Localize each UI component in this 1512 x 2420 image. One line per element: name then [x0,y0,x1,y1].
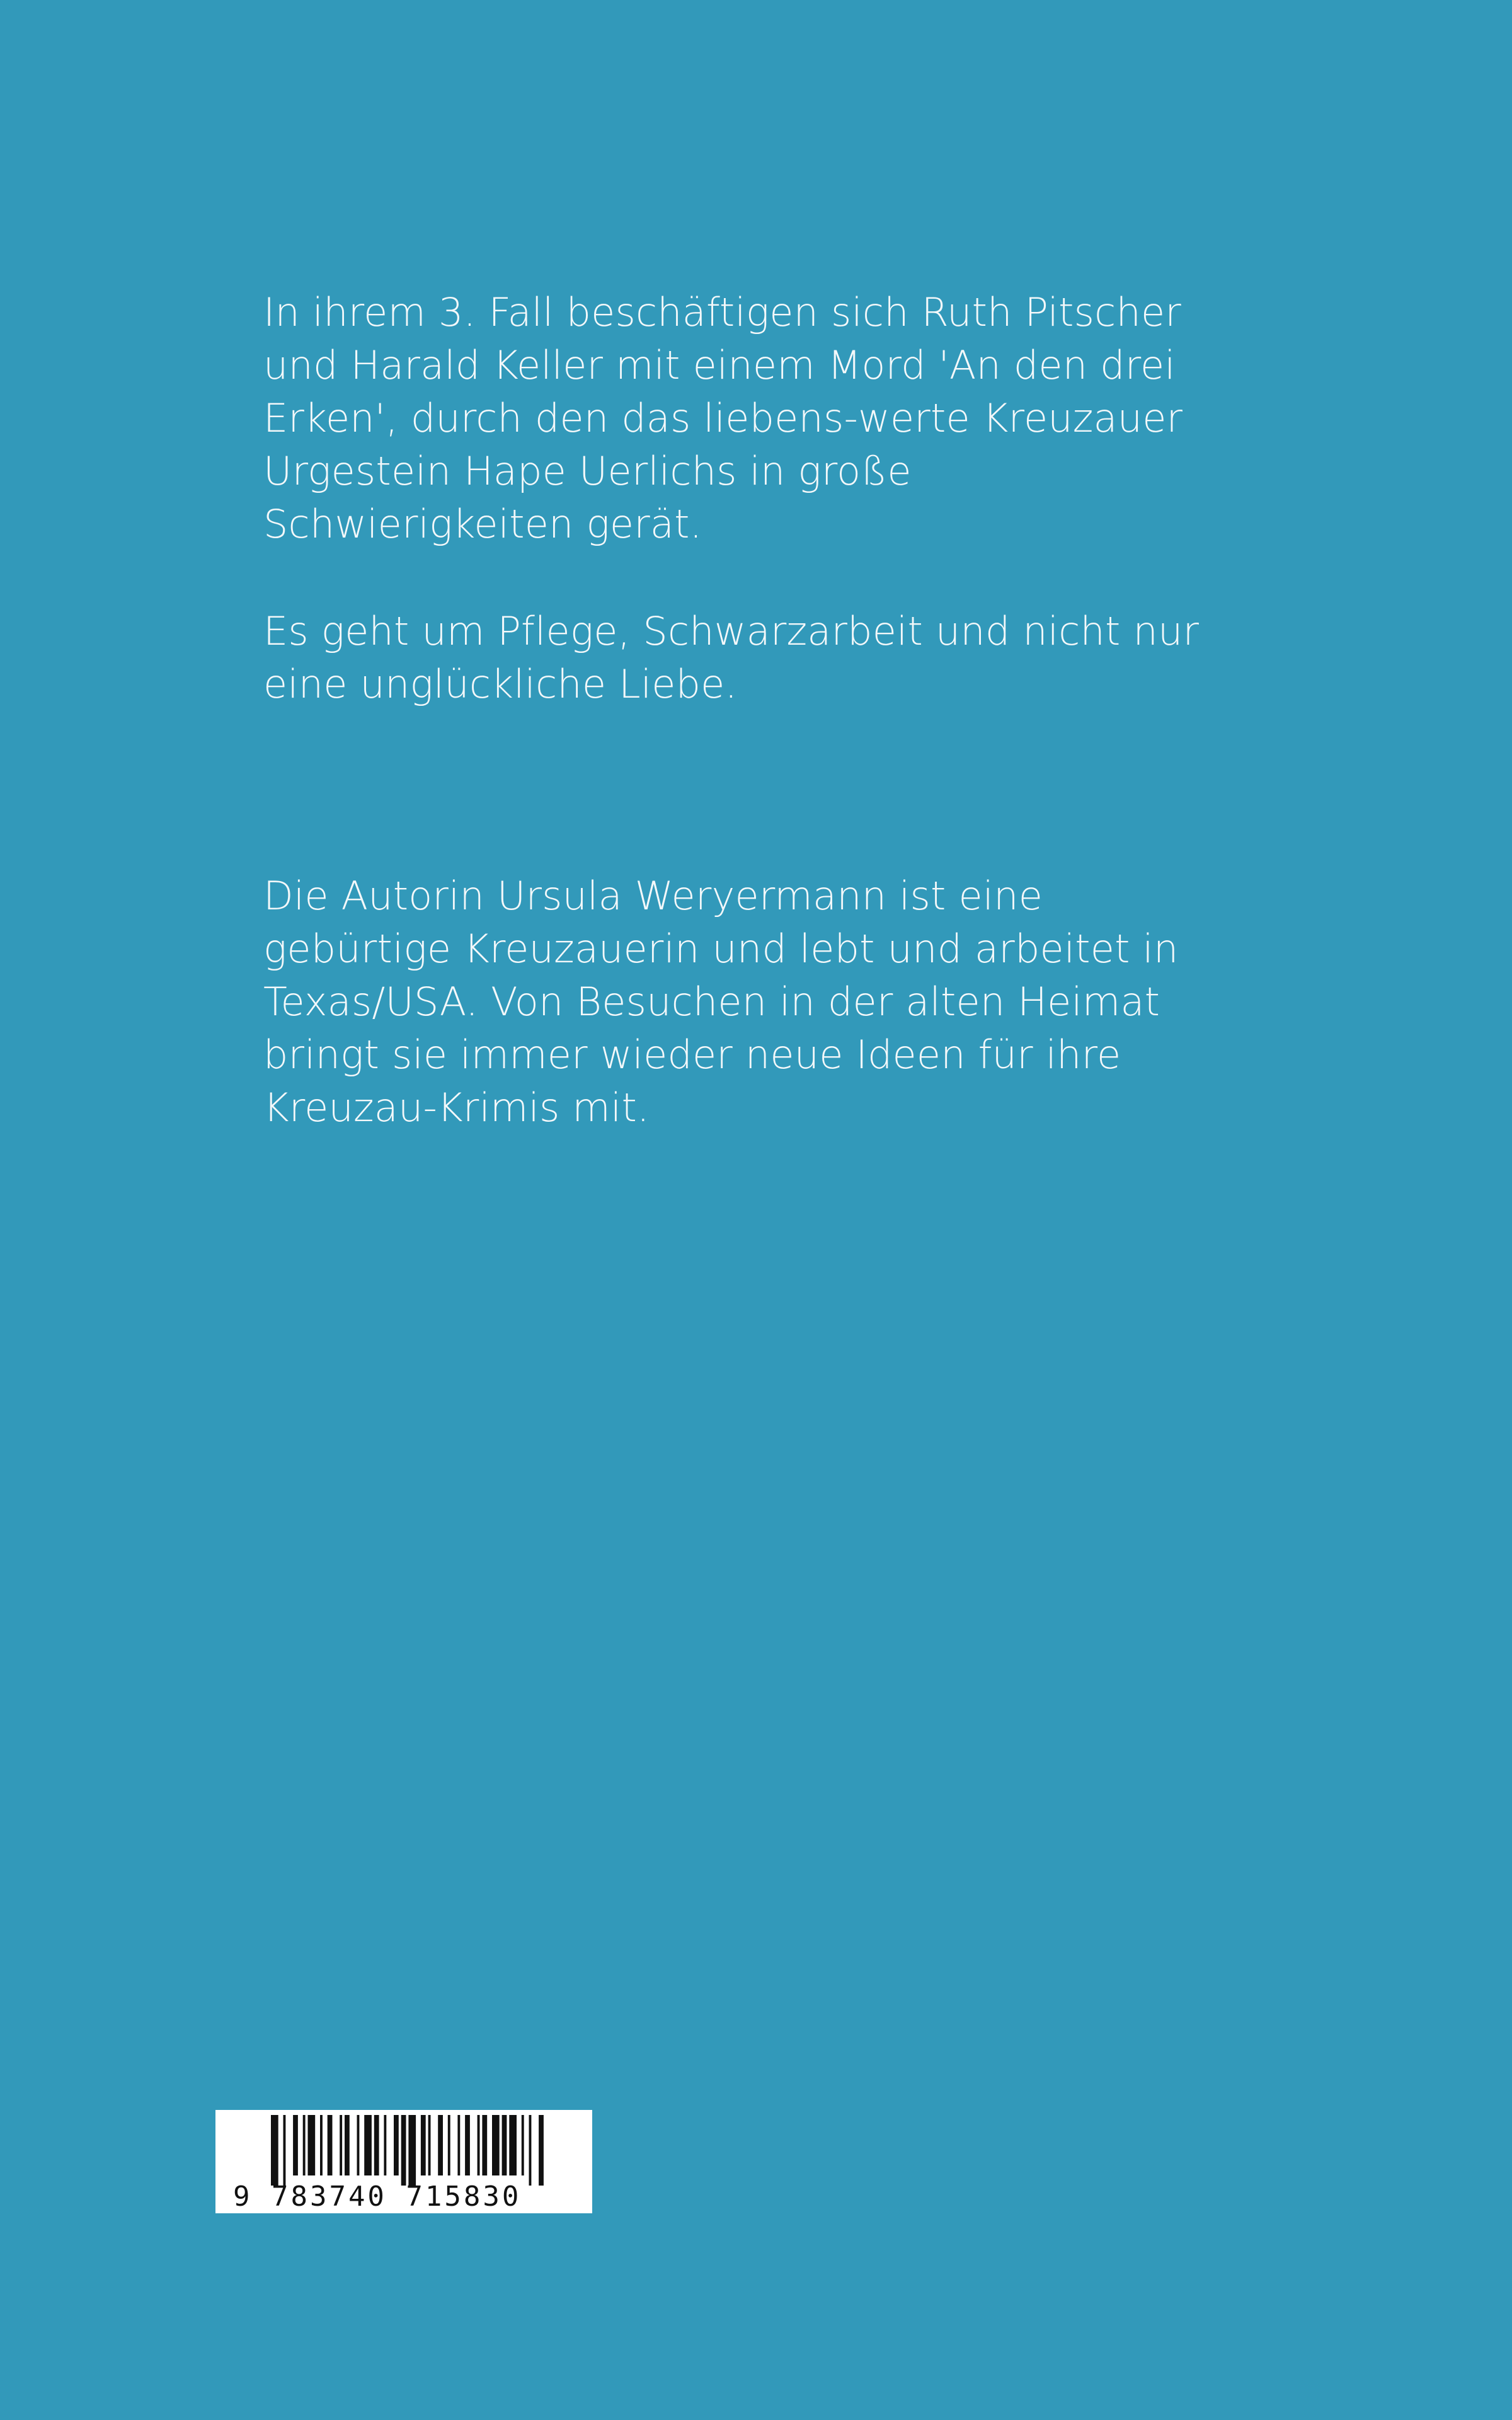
barcode-bar [478,2115,480,2175]
barcode-bar [457,2115,460,2175]
barcode-bar [482,2115,487,2175]
barcode-bar [384,2115,386,2175]
blurb-paragraph-themes: Es geht um Pflege, Schwarzarbeit und nicht nur eine unglückliche Liebe. [263,608,1200,707]
barcode-bar [293,2115,298,2175]
barcode-bar [509,2115,517,2175]
isbn-digits: 9 783740 715830 [233,2181,522,2213]
barcode-bar [401,2115,406,2186]
blurb-paragraph-plot: In ihrem 3. Fall beschäftigen sich Ruth Pitscher und Harald Keller mit einem Mord 'An den drei Erken', durch den das liebens-werte Kreuzauer Urgestein Hape Uerlichs in große Schwierigkeiten gerät. [263,289,1183,547]
barcode-bar [529,2115,532,2186]
barcode-bar [374,2115,379,2175]
barcode-bar [340,2115,342,2175]
barcode-bar [345,2115,350,2175]
isbn-barcode [215,2110,592,2213]
barcode-bar [408,2115,416,2186]
barcode-bar [502,2115,507,2175]
barcode-bar [492,2115,500,2175]
barcode-bar [328,2115,333,2175]
barcode-bar [421,2115,426,2175]
barcode-bar [357,2115,360,2175]
barcode-bar [308,2115,316,2175]
barcode-bar [448,2115,450,2175]
barcode-bar [438,2115,443,2175]
barcode-bar [428,2115,431,2175]
author-bio-paragraph: Die Autorin Ursula Weryermann ist eine gebürtige Kreuzauerin und lebt und arbeitet in Texas/USA. Von Besuchen in der alten Heimat bringt sie immer wieder neue Ideen für ihre Kreuzau-Krimis mit. [263,873,1179,1131]
barcode-bars-icon [271,2115,577,2186]
barcode-bar [320,2115,323,2175]
barcode-bar [522,2115,524,2175]
barcode-bar [303,2115,306,2175]
barcode-bar [394,2115,399,2175]
barcode-bar [539,2115,544,2186]
barcode-bar [284,2115,286,2186]
barcode-bar [465,2115,470,2175]
barcode-bar [364,2115,372,2175]
barcode-bar [271,2115,278,2186]
